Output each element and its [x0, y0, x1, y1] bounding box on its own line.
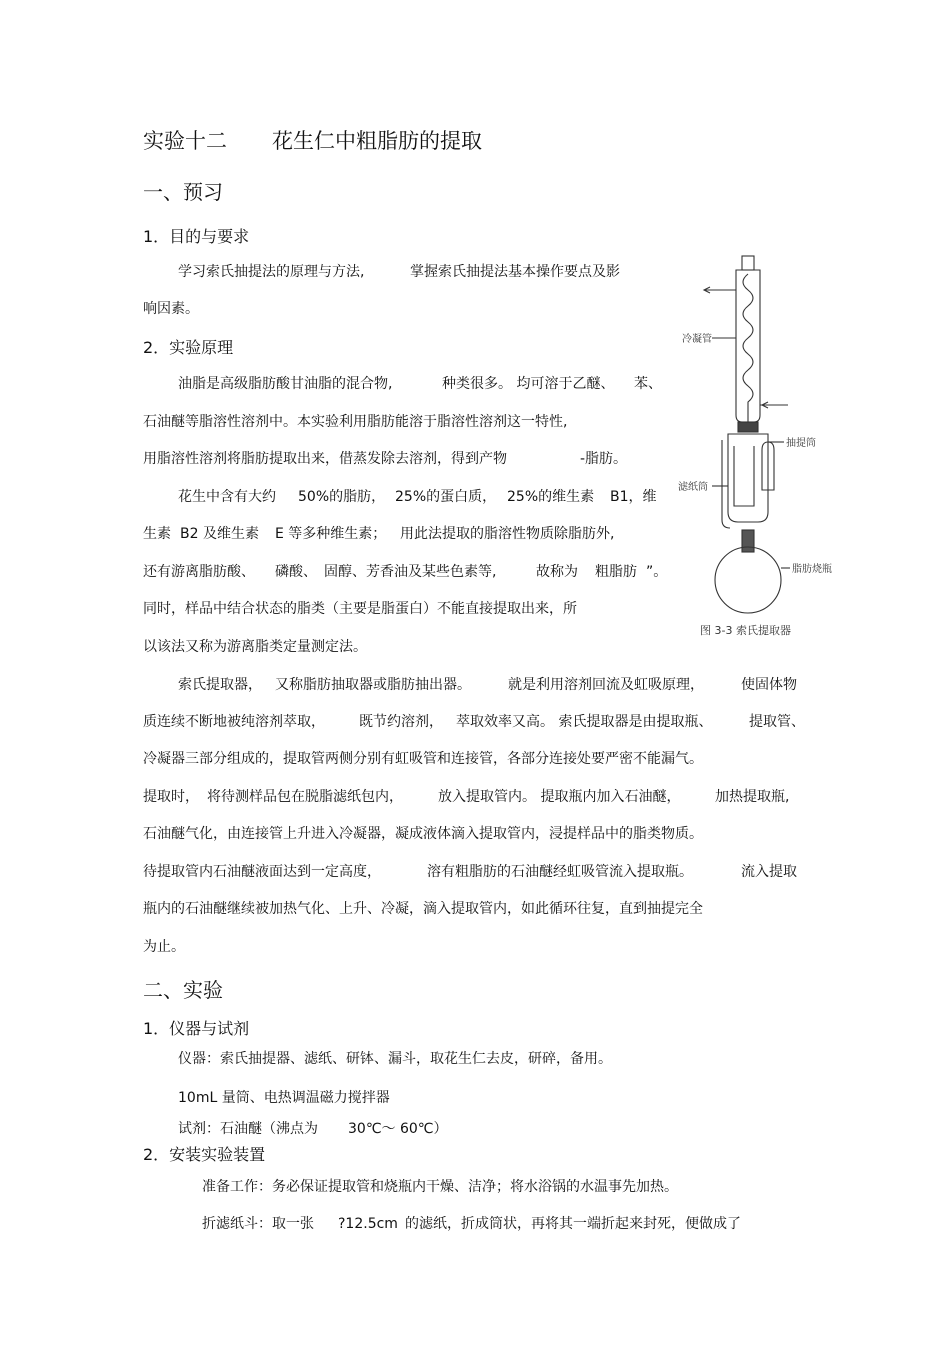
stopper-shape	[742, 256, 754, 270]
paragraph-line: 30℃～ 60℃）	[348, 1121, 448, 1137]
section-heading-experiment: 二、实验	[143, 978, 223, 1002]
paragraph-line: 用此法提取的脂溶性物质除脂肪外,	[400, 526, 615, 542]
paragraph-line: 同时，样品中结合状态的脂类（主要是脂蛋白）不能直接提取出来，所	[143, 601, 577, 617]
paragraph-line: 质连续不断地被纯溶剂萃取，	[143, 714, 325, 730]
paragraph-line: 石油醚气化，由连接管上升进入冷凝器，凝成液体滴入提取管内，浸提样品中的脂类物质。	[143, 826, 703, 842]
paragraph-line: 使固体物	[741, 677, 797, 693]
paragraph-line: 生素	[143, 526, 171, 542]
paragraph-line: 掌握索氏抽提法基本操作要点及影	[410, 264, 620, 280]
paragraph-line: B2 及维生素	[180, 526, 259, 542]
doc-title: 花生仁中粗脂肪的提取	[272, 129, 482, 153]
label-filter-tube: 滤纸筒	[678, 482, 708, 493]
paragraph-line: 学习索氏抽提法的原理与方法,	[178, 264, 365, 280]
paragraph-line: 既节约溶剂，	[359, 714, 443, 730]
doc-title-number: 实验十二	[143, 129, 227, 153]
paragraph-line: 25%的蛋白质，	[395, 489, 497, 505]
paragraph-line: 溶有粗脂肪的石油醚经虹吸管流入提取瓶。	[427, 864, 693, 880]
paragraph-line: 准备工作：务必保证提取管和烧瓶内干燥、洁净；将水浴锅的水温事先加热。	[202, 1179, 678, 1195]
flask-neck	[742, 530, 754, 552]
paragraph-line: 提取管、	[749, 714, 805, 730]
subheading-setup: 2．安装实验装置	[143, 1145, 266, 1164]
paragraph-line: 石油醚等脂溶性溶剂中。本实验利用脂肪能溶于脂溶性溶剂这一特性,	[143, 414, 568, 430]
paragraph-line: ”。	[646, 564, 668, 580]
paragraph-line: 苯、	[634, 376, 662, 392]
label-flask: 脂肪烧瓶	[792, 564, 832, 575]
paragraph-line: 瓶内的石油醚继续被加热气化、上升、冷凝，滴入提取管内，如此循环往复，直到抽提完全	[143, 901, 703, 917]
figure-caption: 图 3-3 索氏提取器	[700, 624, 791, 637]
paragraph-line: 试剂：石油醚（沸点为	[178, 1121, 318, 1137]
filter-thimble	[734, 446, 754, 506]
paragraph-line: 以该法又称为游离脂类定量测定法。	[143, 639, 367, 655]
paragraph-line: E 等多种维生素；	[275, 526, 387, 542]
paragraph-line: 加热提取瓶,	[715, 789, 790, 805]
subheading-purpose: 1．目的与要求	[143, 227, 250, 246]
paragraph-line: 响因素。	[143, 301, 199, 317]
paragraph-line: 50%的脂肪，	[298, 489, 386, 505]
paragraph-line: 为止。	[143, 939, 185, 955]
paragraph-line: 种类很多。 均可溶于乙醚、	[442, 376, 615, 392]
paragraph-line: 还有游离脂肪酸、	[143, 564, 255, 580]
paragraph-line: 10mL 量筒、电热调温磁力搅拌器	[178, 1090, 390, 1106]
paragraph-line: 又称脂肪抽取器或脂肪抽出器。	[275, 677, 471, 693]
paragraph-line: -脂肪。	[580, 451, 628, 467]
paragraph-line: 待提取管内石油醚液面达到一定高度，	[143, 864, 381, 880]
section-heading-preview: 一、预习	[143, 180, 223, 204]
paragraph-line: B1，维	[610, 489, 657, 505]
condenser-coil	[743, 274, 753, 422]
subheading-principle: 2．实验原理	[143, 338, 234, 357]
paragraph-line: ?12.5cm	[338, 1216, 398, 1232]
ground-glass-joint	[738, 422, 758, 432]
paragraph-line: 索氏提取器，	[178, 677, 262, 693]
paragraph-line: 将待测样品包在脱脂滤纸包内，	[207, 789, 403, 805]
paragraph-line: 就是利用溶剂回流及虹吸原理，	[508, 677, 704, 693]
label-extract-tube: 抽提筒	[786, 438, 816, 449]
paragraph-line: 仪器：索氏抽提器、滤纸、研钵、漏斗，取花生仁去皮，研碎，备用。	[178, 1051, 612, 1067]
paragraph-line: 用脂溶性溶剂将脂肪提取出来，借蒸发除去溶剂，得到产物	[143, 451, 507, 467]
paragraph-line: 故称为	[536, 564, 578, 580]
paragraph-line: 固醇、芳香油及某些色素等,	[324, 564, 497, 580]
round-bottom-flask	[715, 547, 781, 613]
paragraph-line: 萃取效率又高。 索氏提取器是由提取瓶、	[456, 714, 713, 730]
paragraph-line: 油脂是高级脂肪酸甘油脂的混合物,	[178, 376, 393, 392]
paragraph-line: 25%的维生素	[507, 489, 595, 505]
paragraph-line: 花生中含有大约	[178, 489, 276, 505]
paragraph-line: 粗脂肪	[595, 564, 637, 580]
paragraph-line: 冷凝器三部分组成的，提取管两侧分别有虹吸管和连接管，各部分连接处要严密不能漏气。	[143, 751, 703, 767]
paragraph-line: 的滤纸，折成筒状，再将其一端折起来封死，便做成了	[405, 1216, 741, 1232]
soxhlet-extractor-figure	[676, 250, 846, 650]
condenser-jacket	[736, 270, 760, 422]
label-condenser: 冷凝管	[682, 334, 712, 345]
paragraph-line: 流入提取	[741, 864, 797, 880]
paragraph-line: 提取时，	[143, 789, 199, 805]
subheading-instruments: 1．仪器与试剂	[143, 1019, 250, 1038]
paragraph-line: 折滤纸斗：取一张	[202, 1216, 314, 1232]
paragraph-line: 放入提取管内。 提取瓶内加入石油醚，	[438, 789, 681, 805]
paragraph-line: 磷酸、	[275, 564, 317, 580]
